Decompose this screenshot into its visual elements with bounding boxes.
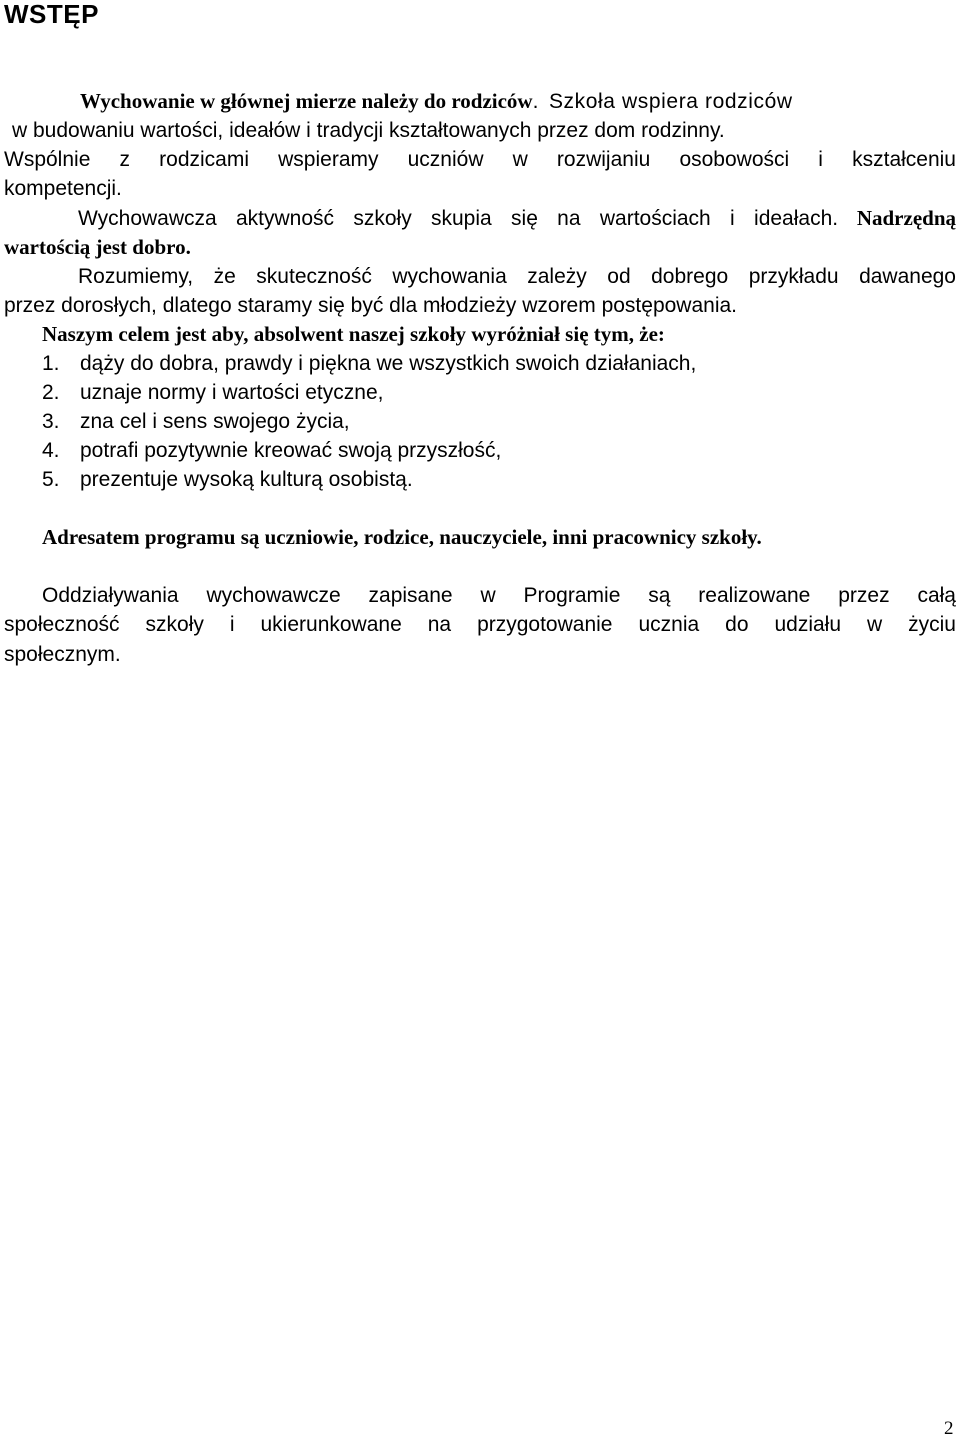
goal-list-item	[42, 436, 501, 465]
intro-line-2: w budowaniu wartości, ideałów i tradycji kształtowanych przez dom rodzinny.	[12, 119, 725, 142]
list-number: 4.	[42, 439, 60, 462]
example-line-2: przez dorosłych, dlatego staramy się być dla młodzieży wzorem postępowania.	[4, 294, 738, 317]
list-text: prezentuje wysoką kulturą osobistą.	[80, 468, 413, 491]
intro-line-4: kompetencji.	[4, 177, 122, 200]
intro-support-text: Szkoła wspiera rodziców	[548, 90, 793, 113]
activity-text: Wychowawcza aktywność szkoły skupia się na wartościach i ideałach.	[78, 207, 839, 230]
impact-line-3: społecznym.	[4, 643, 121, 666]
impact-line-1: Oddziaływania wychowawcze zapisane w Programie są realizowane przez całą	[42, 584, 956, 607]
list-text: zna cel i sens swojego życia,	[80, 410, 350, 433]
goal-title: Naszym celem jest aby, absolwent naszej szkoły wyróżniał się tym, że:	[42, 322, 665, 346]
list-text: uznaje normy i wartości etyczne,	[80, 381, 384, 404]
goal-list-item	[42, 378, 383, 407]
intro-line-5	[78, 204, 956, 233]
list-number: 5.	[42, 468, 60, 491]
intro-bold-statement: Wychowanie w głównej mierze należy do rodziców	[80, 89, 533, 113]
list-text: potrafi pozytywnie kreować swoją przyszłość,	[80, 439, 502, 462]
intro-line-1	[80, 87, 793, 116]
intro-line-3: Wspólnie z rodzicami wspieramy uczniów w rozwijaniu osobowości i kształceniu	[4, 148, 956, 171]
goal-list-item	[42, 407, 350, 436]
list-number: 1.	[42, 352, 60, 375]
goal-list-item	[42, 465, 413, 494]
goal-list-item	[42, 349, 696, 378]
supreme-value-text: Nadrzędną	[856, 206, 956, 230]
list-number: 3.	[42, 410, 60, 433]
page-heading: WSTĘP	[4, 0, 99, 29]
list-number: 2.	[42, 381, 60, 404]
intro-period: .	[532, 90, 539, 113]
example-line-1: Rozumiemy, że skuteczność wychowania zależy od dobrego przykładu dawanego	[78, 265, 956, 288]
addressees-statement: Adresatem programu są uczniowie, rodzice, nauczyciele, inni pracownicy szkoły.	[42, 525, 762, 549]
page-number: 2	[944, 1418, 954, 1439]
list-text: dąży do dobra, prawdy i piękna we wszystkich swoich działaniach,	[80, 352, 697, 375]
impact-line-2: społeczność szkoły i ukierunkowane na przygotowanie ucznia do udziału w życiu	[4, 613, 956, 636]
intro-line-6: wartością jest dobro.	[4, 235, 191, 259]
